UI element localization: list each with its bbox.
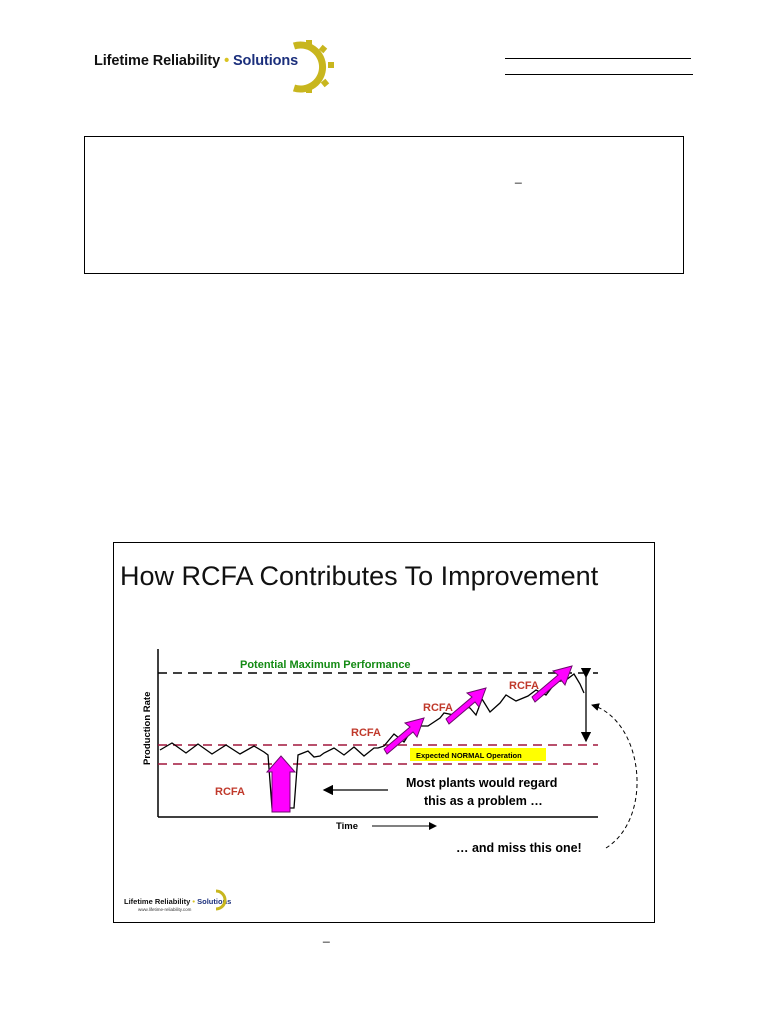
x-axis-label: Time [336,821,359,832]
rcfa-chart [114,543,654,922]
normal-band-label: Expected NORMAL Operation [416,751,522,760]
rcfa-figure [113,542,655,923]
rcfa-label-1: RCFA [215,786,245,798]
rcfa-label-2: RCFA [351,727,381,739]
figure-footer-logo [124,891,231,912]
figure-title: How RCFA Contributes To Improvement [120,561,599,591]
svg-text:Lifetime Reliability • [124,897,231,906]
logo-name-part1: Lifetime Reliability [94,53,221,69]
header-rule-2 [505,74,693,75]
logo-separator: • [224,53,230,69]
footer-logo-url: www.lifetime-reliability.com [138,907,192,912]
header-rule-1 [505,58,691,59]
miss-text: … and miss this one! [456,841,582,855]
logo-text [94,53,298,69]
gear-icon [278,40,336,94]
max-performance-label: Potential Maximum Performance [240,659,411,671]
footer-logo-part1: Lifetime Reliability [124,897,191,906]
logo-name-part2: Solutions [232,53,299,69]
problem-text-line2: this as a problem … [424,794,543,808]
problem-text-line1: Most plants would regard [406,776,558,790]
rcfa-label-3: RCFA [423,702,453,714]
miss-curve-arrow [592,705,637,848]
y-axis-label: Production Rate [142,691,153,765]
footer-logo-separator: • [192,897,196,906]
text-box-mark: _ [515,170,522,184]
figure-caption-mark: _ [323,929,330,943]
text-box [84,136,684,274]
footer-logo-part2: Solutions [197,897,232,906]
company-logo [92,40,342,94]
rcfa-label-4: RCFA [509,680,539,692]
